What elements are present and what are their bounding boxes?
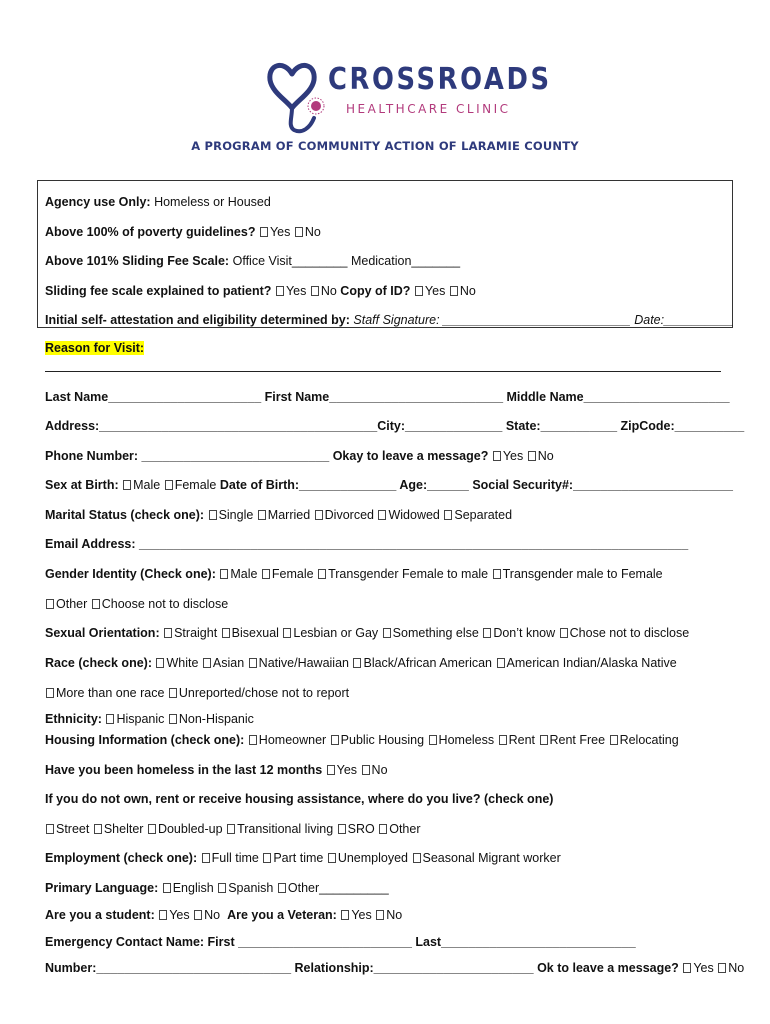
race-line [45, 655, 677, 671]
checkbox[interactable] [106, 714, 114, 724]
brand-subtitle: HEALTHCARE CLINIC [346, 102, 511, 116]
option-label: Separated [454, 508, 513, 522]
orientation-line [45, 625, 689, 641]
option-label: No [728, 961, 745, 975]
emergency-contact-fields[interactable]: Emergency Contact Name: First _________________________ Last____________________________ [45, 935, 636, 949]
option-label: More than one race [56, 686, 165, 700]
checkbox[interactable] [378, 510, 386, 520]
checkbox[interactable] [165, 480, 173, 490]
checkbox[interactable] [46, 824, 54, 834]
checkbox[interactable] [415, 286, 423, 296]
option-label: Transgender Female to male [328, 567, 489, 581]
option-label: Yes [693, 961, 714, 975]
agency-label: Agency use Only: [45, 195, 151, 209]
checkbox[interactable] [260, 227, 268, 237]
checkbox[interactable] [362, 765, 370, 775]
option-label: Asian [212, 656, 245, 670]
option-label: Yes [502, 449, 524, 463]
checkbox[interactable] [560, 628, 568, 638]
option-label: Full time [211, 851, 259, 865]
option-label: American Indian/Alaska Native [506, 656, 677, 670]
checkbox[interactable] [169, 688, 177, 698]
option-label: Lesbian or Gay [293, 626, 379, 640]
checkbox[interactable] [283, 628, 291, 638]
clinic-logo [262, 56, 552, 136]
checkbox[interactable] [493, 569, 501, 579]
checkbox[interactable] [262, 569, 270, 579]
agency-line-5 [45, 312, 734, 328]
sliding-fee-field[interactable]: Office Visit________ Medication_______ [232, 254, 461, 268]
address-fields[interactable]: Address:________________________________________City:______________ State:___________ ZipCode:__________ [45, 419, 745, 433]
checkbox[interactable] [94, 824, 102, 834]
option-label: Chose not to disclose [569, 626, 690, 640]
checkbox[interactable] [148, 824, 156, 834]
agency-line-1 [45, 194, 271, 210]
option-label: Street [56, 822, 90, 836]
checkbox[interactable] [341, 910, 349, 920]
checkbox[interactable] [311, 286, 319, 296]
agency-line-4 [45, 283, 476, 299]
option-label: Male [230, 567, 258, 581]
tagline: A PROGRAM OF COMMUNITY ACTION OF LARAMIE COUNTY [191, 139, 579, 153]
phone-line [45, 448, 554, 464]
checkbox[interactable] [683, 963, 691, 973]
option-label: Married [267, 508, 311, 522]
option-label: Unemployed [337, 851, 409, 865]
gender-line [45, 566, 663, 582]
option-label: Native/Hawaiian [258, 656, 349, 670]
option-label: No [204, 908, 221, 922]
option-label: Other [389, 822, 421, 836]
option-label: Widowed [388, 508, 440, 522]
option-label: Public Housing [340, 733, 425, 747]
veteran-label: Are you a Veteran: [227, 908, 337, 922]
checkbox[interactable] [194, 910, 202, 920]
checkbox[interactable] [263, 853, 271, 863]
option-label: No [320, 284, 337, 298]
checkbox[interactable] [718, 963, 726, 973]
brand-name: CROSSROADS [328, 62, 552, 97]
marital-label: Marital Status (check one): [45, 508, 205, 522]
checkbox[interactable] [249, 735, 257, 745]
checkbox[interactable] [258, 510, 266, 520]
option-label: Homeowner [258, 733, 327, 747]
option-label: Bisexual [231, 626, 279, 640]
option-label: White [166, 656, 199, 670]
checkbox[interactable] [276, 286, 284, 296]
checkbox[interactable] [46, 688, 54, 698]
checkbox[interactable] [383, 628, 391, 638]
checkbox[interactable] [220, 569, 228, 579]
checkbox[interactable] [164, 628, 172, 638]
option-label[interactable]: Other__________ [287, 881, 389, 895]
employment-line [45, 850, 561, 866]
checkbox[interactable] [540, 735, 548, 745]
option-label: Something else [392, 626, 479, 640]
checkbox[interactable] [328, 853, 336, 863]
student-veteran-line [45, 907, 402, 923]
race-label: Race (check one): [45, 656, 152, 670]
checkbox[interactable] [222, 628, 230, 638]
homeless-line [45, 762, 388, 778]
option-label: Choose not to disclose [101, 597, 229, 611]
checkbox[interactable] [483, 628, 491, 638]
email-field[interactable]: Email Address: _______________________________________________________________________________ [45, 537, 689, 551]
student-label: Are you a student: [45, 908, 155, 922]
option-label: Divorced [324, 508, 374, 522]
option-label: Yes [351, 908, 372, 922]
living-label: If you do not own, rent or receive housing assistance, where do you live? (check one) [45, 792, 554, 806]
option-label: Transgender male to Female [502, 567, 663, 581]
option-label: English [172, 881, 214, 895]
checkbox[interactable] [338, 824, 346, 834]
dob-age-ssn-fields[interactable]: Date of Birth:______________ Age:______ Social Security#:_______________________ [219, 478, 733, 492]
staff-signature-field[interactable]: Staff Signature: ___________________________ Date:__________ [353, 313, 734, 327]
employment-label: Employment (check one): [45, 851, 198, 865]
option-label: Straight [174, 626, 218, 640]
checkbox[interactable] [493, 451, 501, 461]
checkbox[interactable] [315, 510, 323, 520]
ethnicity-line [45, 711, 254, 727]
agency-value[interactable]: Homeless or Housed [154, 195, 271, 209]
ethnicity-label: Ethnicity: [45, 712, 102, 726]
option-label: No [537, 449, 554, 463]
option-label: Doubled-up [157, 822, 223, 836]
checkbox[interactable] [163, 883, 171, 893]
number-relationship-fields[interactable]: Number:____________________________ Relationship:_______________________ [45, 961, 534, 975]
marital-line [45, 507, 512, 523]
ok-label: Ok to leave a message? [537, 961, 679, 975]
checkbox[interactable] [497, 658, 505, 668]
reason-label: Reason for Visit: [45, 341, 145, 355]
checkbox[interactable] [318, 569, 326, 579]
agency-line-2 [45, 224, 321, 240]
sex-line [45, 477, 733, 493]
race-line-2 [45, 685, 349, 701]
phone-label[interactable]: Phone Number: ___________________________ Okay to leave a message? [45, 449, 489, 463]
checkbox[interactable] [159, 910, 167, 920]
checkbox[interactable] [278, 883, 286, 893]
name-fields[interactable]: Last Name______________________ First Name_________________________ Middle Name_____________________ [45, 390, 730, 404]
option-label: Other [56, 597, 88, 611]
checkbox[interactable] [169, 714, 177, 724]
option-label: Female [174, 478, 217, 492]
checkbox[interactable] [429, 735, 437, 745]
checkbox[interactable] [528, 451, 536, 461]
option-label: Don’t know [493, 626, 556, 640]
option-label: Homeless [438, 733, 495, 747]
checkbox[interactable] [379, 824, 387, 834]
agency-line-3 [45, 253, 460, 269]
language-line [45, 880, 389, 896]
option-label: Male [133, 478, 161, 492]
checkbox[interactable] [92, 599, 100, 609]
option-label: Yes [336, 763, 358, 777]
option-label: Unreported/chose not to report [178, 686, 350, 700]
option-label: Rent Free [549, 733, 606, 747]
copy-id-label: Copy of ID? [340, 284, 411, 298]
checkbox[interactable] [353, 658, 361, 668]
housing-line [45, 732, 679, 748]
option-label: Spanish [228, 881, 274, 895]
option-label: No [386, 908, 403, 922]
living-line [45, 821, 421, 837]
checkbox[interactable] [46, 599, 54, 609]
option-label: No [459, 284, 476, 298]
housing-label: Housing Information (check one): [45, 733, 245, 747]
checkbox[interactable] [444, 510, 452, 520]
orientation-label: Sexual Orientation: [45, 626, 160, 640]
option-label: No [371, 763, 388, 777]
checkbox[interactable] [376, 910, 384, 920]
option-label: Non-Hispanic [178, 712, 254, 726]
option-label: No [304, 225, 321, 239]
checkbox[interactable] [249, 658, 257, 668]
poverty-label: Above 100% of poverty guidelines? [45, 225, 256, 239]
reason-field[interactable] [45, 371, 721, 372]
option-label: Single [218, 508, 254, 522]
option-label: Shelter [103, 822, 144, 836]
option-label: Transitional living [237, 822, 334, 836]
checkbox[interactable] [327, 765, 335, 775]
option-label: Black/African American [363, 656, 493, 670]
option-label: Yes [424, 284, 446, 298]
checkbox[interactable] [156, 658, 164, 668]
option-label: Relocating [619, 733, 679, 747]
checkbox[interactable] [218, 883, 226, 893]
sex-label: Sex at Birth: [45, 478, 119, 492]
checkbox[interactable] [209, 510, 217, 520]
option-label: Rent [508, 733, 536, 747]
option-label: Hispanic [116, 712, 165, 726]
option-label: Part time [273, 851, 324, 865]
checkbox[interactable] [610, 735, 618, 745]
checkbox[interactable] [227, 824, 235, 834]
checkbox[interactable] [450, 286, 458, 296]
option-label: Yes [169, 908, 190, 922]
number-line [45, 960, 744, 976]
checkbox[interactable] [295, 227, 303, 237]
heart-stethoscope-icon [262, 56, 328, 136]
checkbox[interactable] [202, 853, 210, 863]
checkbox[interactable] [499, 735, 507, 745]
option-label: Yes [285, 284, 307, 298]
sliding-fee-label: Above 101% Sliding Fee Scale: [45, 254, 230, 268]
option-label: Female [271, 567, 314, 581]
option-label: Yes [269, 225, 291, 239]
language-label: Primary Language: [45, 881, 159, 895]
gender-line-2 [45, 596, 228, 612]
explained-label: Sliding fee scale explained to patient? [45, 284, 272, 298]
checkbox[interactable] [203, 658, 211, 668]
checkbox[interactable] [331, 735, 339, 745]
attestation-label: Initial self- attestation and eligibility determined by: [45, 313, 350, 327]
option-label: SRO [347, 822, 375, 836]
option-label: Seasonal Migrant worker [422, 851, 561, 865]
homeless-label: Have you been homeless in the last 12 months [45, 763, 323, 777]
checkbox[interactable] [413, 853, 421, 863]
gender-label: Gender Identity (Check one): [45, 567, 216, 581]
checkbox[interactable] [123, 480, 131, 490]
reason-line [45, 340, 144, 356]
